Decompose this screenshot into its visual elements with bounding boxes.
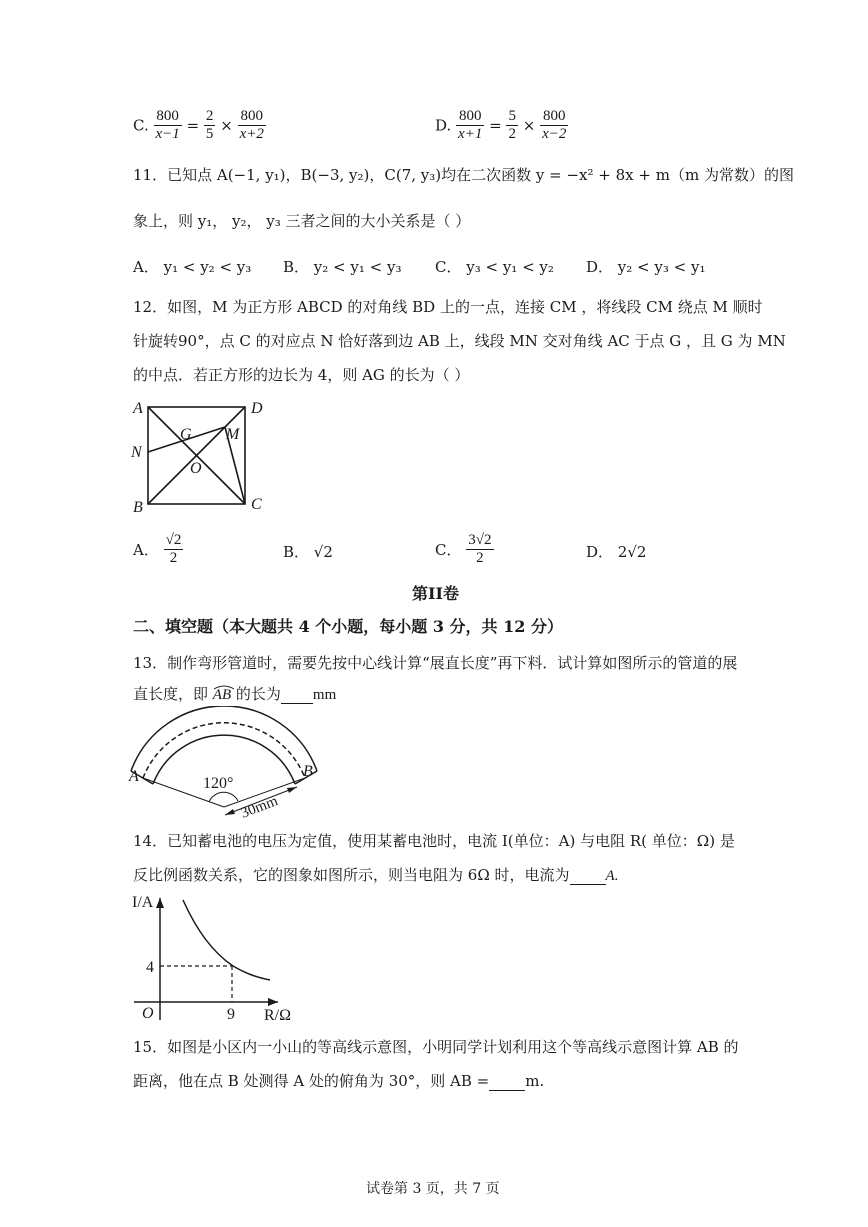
q13-line1: 13．制作弯形管道时，需要先按中心线计算“展直长度”再下料．试计算如图所示的管道的展 — [133, 654, 738, 672]
angle-arc — [209, 792, 238, 802]
label-c: C — [251, 496, 262, 513]
q12-option-b: B． √2 — [283, 543, 333, 561]
q13-line2-post: 的长为 — [235, 685, 281, 703]
q12-option-c — [435, 532, 494, 567]
page-footer: 试卷第 3 页，共 7 页 — [366, 1181, 500, 1197]
q10-option-c — [133, 108, 266, 143]
q11-line1: 11．已知点 A(−1, y₁)，B(−3, y₂)，C(7, y₃)均在二次函数 y = −x² + 8x + m（m 为常数）的图 — [133, 166, 794, 184]
q13-arc-ab: AB — [213, 687, 231, 704]
q10-c-frac1: $\frac{800}{x-1}$ — [155, 108, 180, 142]
q10-d-eq: = — [489, 116, 502, 135]
q10-c-eq: = — [186, 116, 200, 135]
q10-d-times: × — [522, 116, 536, 135]
graph-origin: O — [142, 1005, 154, 1022]
q14-answer-blank[interactable] — [570, 866, 606, 885]
dim-arrow-left — [225, 809, 235, 815]
q13-line2 — [133, 683, 336, 704]
q10-c-frac3: $\frac{800}{x+2}$ — [239, 108, 264, 142]
q12-line1: 12．如图，M 为正方形 ABCD 的对角线 BD 上的一点，连接 CM ，将线段 CM 绕点 M 顺时 — [133, 298, 763, 316]
q11-option-d: D． y₂ < y₃ < y₁ — [586, 258, 706, 276]
q15-answer-blank[interactable] — [489, 1072, 525, 1091]
center-arc — [143, 723, 305, 778]
q12-a-frac: $\frac{√2}{2}$ — [165, 532, 182, 566]
q12-line3: 的中点．若正方形的边长为 4，则 AG 的长为（ ） — [133, 366, 470, 384]
label-m: M — [226, 426, 240, 443]
pipe-angle: 120° — [203, 775, 234, 792]
pipe-radius: 30mm — [238, 793, 281, 822]
graph-xlabel: R/Ω — [264, 1007, 292, 1022]
graph-x-tick: 9 — [227, 1006, 235, 1022]
label-a: A — [133, 400, 143, 417]
q15-line2-pre: 距离，他在点 B 处测得 A 处的俯角为 30°，则 AB = — [133, 1072, 490, 1090]
q11-option-c: C． y₃ < y₁ < y₂ — [435, 258, 554, 276]
q10-d-frac1: $\frac{800}{x+1}$ — [458, 108, 483, 142]
q11-option-a: A． y₁ < y₂ < y₃ — [133, 258, 252, 276]
section-heading: 二、填空题（本大题共 4 个小题，每小题 3 分，共 12 分） — [133, 617, 563, 636]
q10-c-times: × — [220, 116, 233, 135]
q14-line2-pre: 反比例函数关系，它的图象如图所示，则当电阻为 6Ω 时，电流为 — [133, 866, 570, 884]
inverse-curve — [183, 900, 270, 980]
q12-c-label: C． — [435, 541, 462, 559]
q10-option-d — [435, 108, 568, 143]
q11-option-b: B． y₂ < y₁ < y₃ — [283, 258, 402, 276]
q12-c-frac: $\frac{3√2}{2}$ — [468, 532, 492, 566]
q10-c-label: C. — [133, 116, 149, 135]
q10-d-frac2: $\frac{5}{2}$ — [508, 108, 516, 142]
q15-line2 — [133, 1070, 544, 1091]
q13-line2-pre: 直长度，即 — [133, 685, 209, 703]
q13-pipe-figure — [125, 706, 325, 822]
arc-symbol — [213, 684, 235, 690]
volume-title: 第II卷 — [412, 584, 459, 603]
label-g: G — [180, 426, 192, 443]
q12-a-label: A． — [133, 541, 159, 559]
pipe-label-a: A — [129, 768, 139, 785]
q14-graph — [128, 886, 303, 1022]
q10-c-frac2: $\frac{2}{5}$ — [205, 108, 214, 142]
label-d: D — [251, 400, 263, 417]
label-n: N — [131, 444, 142, 461]
graph-ylabel: I/A — [132, 894, 154, 911]
q10-d-label: D. — [435, 116, 452, 135]
q13-unit: mm — [312, 687, 337, 703]
graph-y-tick: 4 — [146, 959, 154, 976]
pipe-label-b: B — [303, 763, 313, 780]
label-o: O — [190, 460, 202, 477]
y-axis-arrow — [156, 898, 164, 908]
q14-line2 — [133, 864, 618, 885]
q12-option-d: D． 2√2 — [586, 543, 647, 561]
q14-line2-post: A. — [605, 868, 619, 884]
q13-answer-blank[interactable] — [281, 685, 313, 704]
q15-line2-post: m. — [525, 1072, 545, 1090]
dim-arrow-right — [287, 787, 297, 793]
outer-arc — [131, 706, 317, 771]
label-b: B — [133, 499, 143, 516]
q12-square-figure — [128, 396, 273, 518]
q14-line1: 14．已知蓄电池的电压为定值，使用某蓄电池时，电流 I(单位：A) 与电阻 R( 单位：Ω) 是 — [133, 832, 735, 850]
q10-d-frac3: $\frac{800}{x-2}$ — [542, 108, 567, 142]
q12-option-a — [133, 532, 183, 567]
x-axis-arrow — [268, 998, 278, 1006]
q11-line2: 象上，则 y₁， y₂， y₃ 三者之间的大小关系是（ ） — [133, 212, 471, 230]
q12-line2: 针旋转90°，点 C 的对应点 N 恰好落到边 AB 上，线段 MN 交对角线 AC 于点 G ，且 G 为 MN — [133, 332, 786, 350]
q15-line1: 15．如图是小区内一小山的等高线示意图，小明同学计划利用这个等高线示意图计算 AB 的 — [133, 1038, 739, 1056]
